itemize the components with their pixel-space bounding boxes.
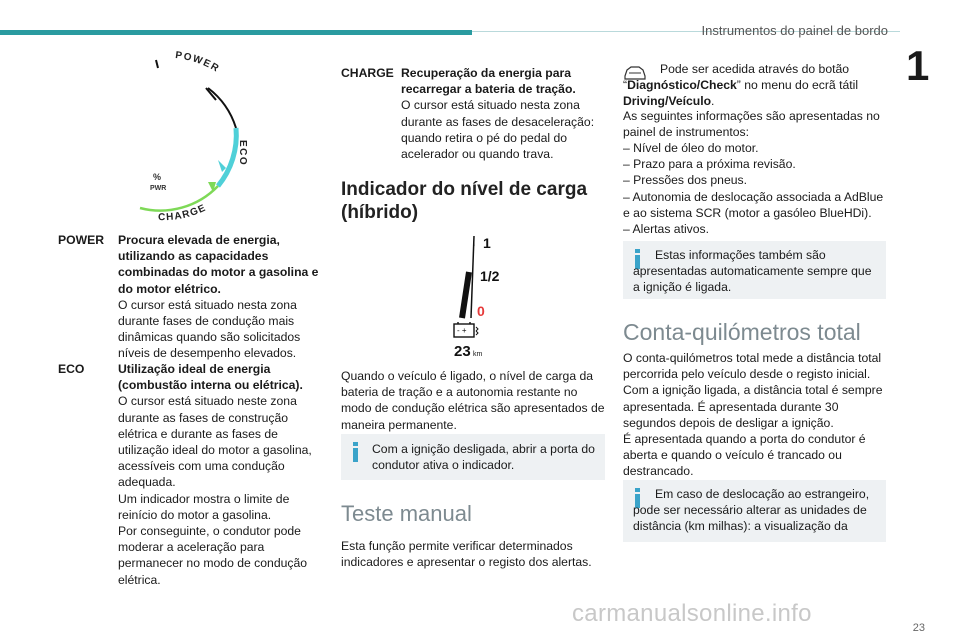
definition-eco-bold: Utilização ideal de energia (combustão interna ou elétrica). (118, 362, 303, 393)
info-box-abroad (623, 480, 886, 542)
charge-level-paragraph: Quando o veículo é ligado, o nível de carga da bateria de tração e a autonomia restante no modo de condução elétrica são apresentados de maneira permanente. (341, 369, 605, 432)
definition-charge-bold: Recuperação da energia para recarregar a bateria de tração. (401, 66, 576, 97)
info-box-automatic-text: Estas informações também são apresentadas automaticamente sempre que a ignição é ligada. (633, 248, 872, 295)
instrument-info-list (623, 140, 885, 237)
svg-text:- +: - + (457, 326, 467, 335)
info-box-abroad-text: Em caso de deslocação ao estrangeiro, pode ser necessário alterar as unidades de distância (km milhas): a visualização da (633, 487, 870, 534)
list-item: – Nível de óleo do motor. (623, 141, 759, 155)
gauge-charge-label: CHARGE (157, 202, 209, 224)
definition-power (58, 232, 328, 361)
definition-eco-term: ECO (58, 362, 85, 376)
definition-eco-text: O cursor está situado neste zona durante as fases de construção elétrica e durante as fases de utilização ideal do motor a gasolina, acessíveis com uma condução adequada. Um indicador mostra o limite de reinício do motor a gasolina. Por conseguinte, o condutor pode moderar a aceleração para permanecer no modo de condução elétrica. (118, 394, 312, 587)
list-item: – Prazo para a próxima revisão. (623, 157, 796, 172)
info-box-automatic (623, 241, 886, 299)
definition-eco (58, 361, 328, 587)
gauge-percent-label: % (153, 172, 162, 182)
gauge-empty-label: 0 (477, 303, 485, 319)
car-note: Pode ser acedida através do botão “Diagnóstico/Check” no menu do ecrã tátil Driving/Veículo. (623, 62, 859, 109)
list-item: – Pressões dos pneus. (623, 173, 747, 188)
instrument-info-intro: As seguintes informações são apresentadas no painel de instrumentos: (623, 109, 880, 140)
manual-test-paragraph: Esta função permite verificar determinados indicadores e apresentar o registo dos alertas. (341, 539, 592, 570)
info-box-ignition-text: Com a ignição desligada, abrir a porta do condutor ativa o indicador. (372, 442, 595, 473)
page-number: 23 (912, 622, 925, 634)
gauge-pwr-label: PWR (150, 185, 167, 192)
charge-level-gauge (440, 232, 510, 360)
info-box-ignition (341, 434, 605, 480)
definition-charge (341, 65, 611, 162)
header-accent-bar (0, 30, 472, 35)
chapter-number: 1 (906, 42, 930, 89)
manual-test-heading: Teste manual (341, 501, 472, 526)
range-unit: km (473, 351, 483, 358)
gauge-half-label: 1/2 (480, 268, 500, 284)
definition-charge-text: O cursor está situado nesta zona durante as fases de desaceleração: quando retira o pé do pedal do acelerador ou quando trava. (401, 98, 595, 162)
gauge-full-label: 1 (483, 235, 491, 251)
definition-power-bold: Procura elevada de energia, utilizando as capacidades combinadas do motor a gasolina e do motor elétrico. (118, 233, 319, 296)
gauge-power-label: POWER (174, 49, 222, 76)
list-item: – Autonomia de deslocação associada a AdBlue e ao sistema SCR (motor a gasóleo BlueHDi). (623, 189, 884, 220)
watermark: carmanualsonline.info (572, 600, 812, 627)
battery-icon (454, 322, 478, 337)
odometer-heading: Conta-quilómetros total (623, 319, 861, 345)
charge-level-heading: Indicador do nível de carga (híbrido) (341, 179, 588, 223)
power-eco-charge-gauge (118, 48, 268, 228)
header-title: Instrumentos do painel de bordo (701, 23, 888, 38)
definition-power-text: O cursor está situado nesta zona durante fases de condução mais dinâmicas quando são solicitados níveis de desempenho elevados. (118, 297, 301, 361)
info-icon (353, 442, 359, 462)
odometer-paragraph: O conta-quilómetros total mede a distância total percorrida pelo veículo desde o registo inicial. Com a ignição ligada, a distância total é sempre apresentada. É apresentada durante 30 segundos depois de desligar a ignição. É apresentada quando a porta do condutor é aberta e quando o veículo é trancado ou destrancado. (623, 351, 883, 479)
definition-power-term: POWER (58, 233, 105, 247)
range-value: 23 (454, 343, 471, 360)
list-item: – Alertas ativos. (623, 222, 710, 237)
gauge-eco-label: ECO (237, 140, 248, 167)
definition-charge-term: CHARGE (341, 66, 394, 80)
